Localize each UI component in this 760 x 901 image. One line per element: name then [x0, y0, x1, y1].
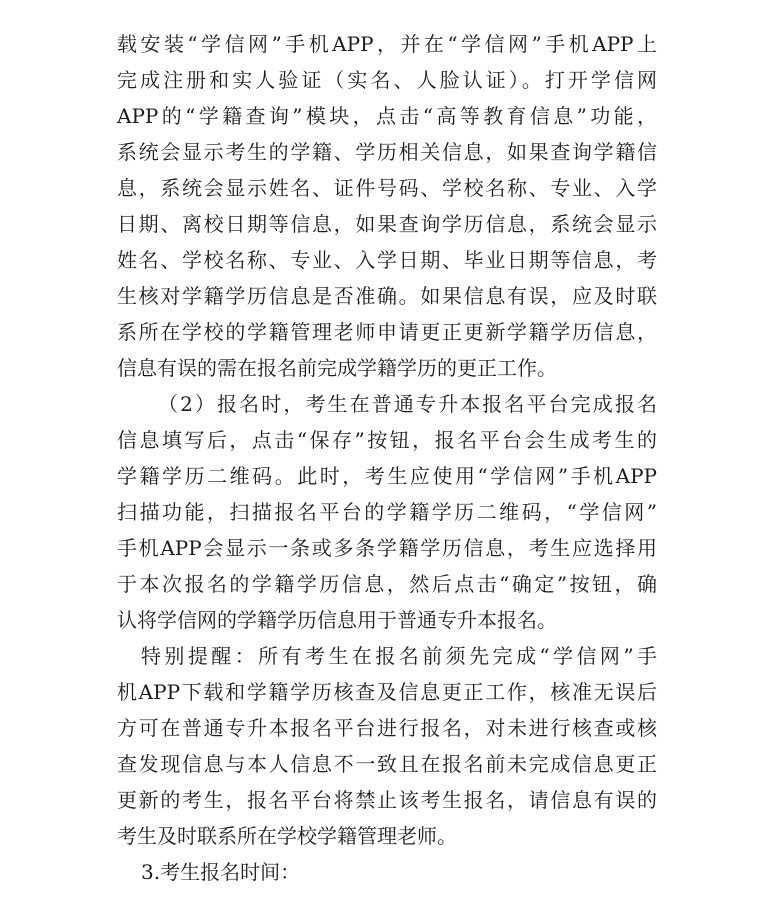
- text-line: 载安装“学信网”手机APP，并在“学信网”手机APP上: [117, 32, 657, 56]
- text-line: 生核对学籍学历信息是否准确。如果信息有误，应及时联: [117, 284, 657, 308]
- section-heading: 3.考生报名时间：: [141, 860, 301, 884]
- text-line: 学籍学历二维码。此时，考生应使用“学信网”手机APP: [117, 464, 657, 488]
- text-line: 手机APP会显示一条或多条学籍学历信息，考生应选择用: [117, 536, 657, 560]
- text-line: 于本次报名的学籍学历信息，然后点击“确定”按钮，确: [117, 572, 657, 596]
- text-line: 系统会显示考生的学籍、学历相关信息，如果查询学籍信: [117, 140, 657, 164]
- text-line: 方可在普通专升本报名平台进行报名，对未进行核查或核: [117, 716, 657, 740]
- text-line: 信息有误的需在报名前完成学籍学历的更正工作。: [117, 356, 557, 380]
- text-line: （2）报名时，考生在普通专升本报名平台完成报名: [158, 392, 657, 416]
- text-line: 扫描功能，扫描报名平台的学籍学历二维码，“学信网”: [117, 500, 657, 524]
- text-line: 特别提醒：所有考生在报名前须先完成“学信网”手: [141, 644, 657, 668]
- text-line: 查发现信息与本人信息不一致且在报名前未完成信息更正: [117, 752, 657, 776]
- text-line: 息，系统会显示姓名、证件号码、学校名称、专业、入学: [117, 176, 657, 200]
- text-line: 完成注册和实人验证（实名、人脸认证）。打开学信网: [117, 68, 657, 92]
- text-line: 姓名、学校名称、专业、入学日期、毕业日期等信息，考: [117, 248, 657, 272]
- text-line: 系所在学校的学籍管理老师申请更正更新学籍学历信息，: [117, 320, 657, 344]
- text-line: 信息填写后，点击“保存”按钮，报名平台会生成考生的: [117, 428, 657, 452]
- text-line: 考生及时联系所在学校学籍管理老师。: [117, 824, 457, 848]
- text-line: 认将学信网的学籍学历信息用于普通专升本报名。: [117, 608, 557, 632]
- text-line: 机APP下载和学籍学历核查及信息更正工作，核准无误后: [117, 680, 657, 704]
- text-line: 日期、离校日期等信息，如果查询学历信息，系统会显示: [117, 212, 657, 236]
- text-line: APP的“学籍查询”模块，点击“高等教育信息”功能，: [117, 104, 657, 128]
- text-line: 更新的考生，报名平台将禁止该考生报名，请信息有误的: [117, 788, 657, 812]
